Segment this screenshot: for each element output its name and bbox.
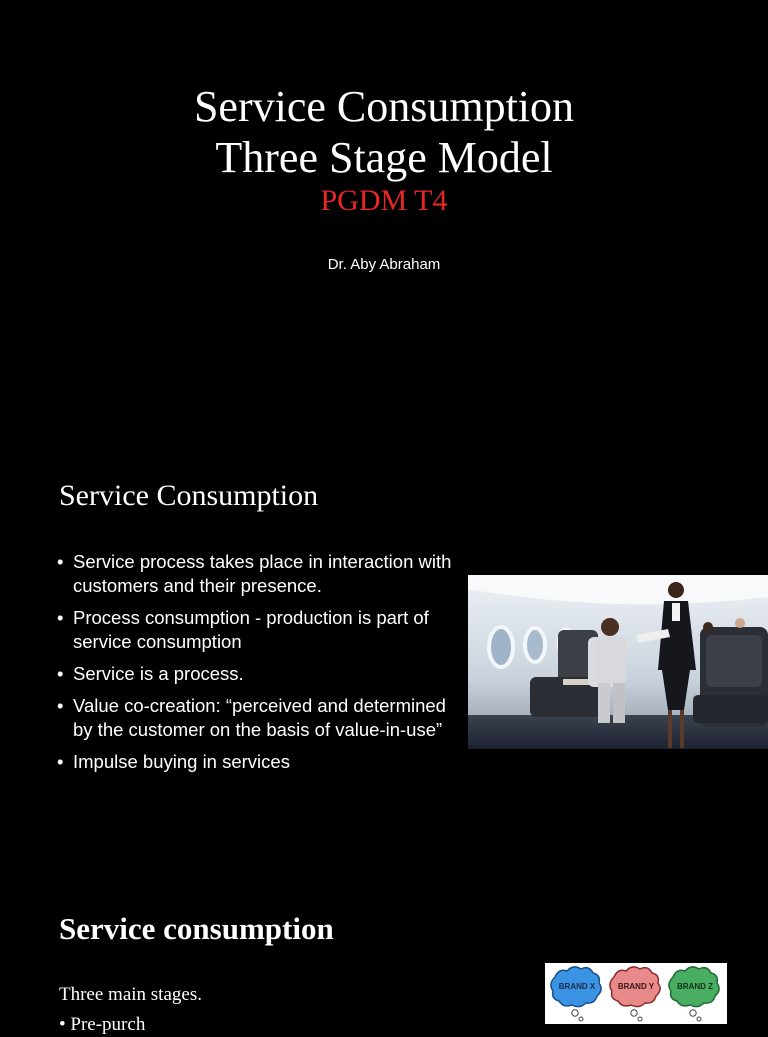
bullet-list (57, 550, 457, 782)
brand-bubbles-image (545, 963, 727, 1024)
slide-heading: Service Consumption (59, 479, 319, 512)
bullet-item: • Process consumption - production is part of service consumption (57, 606, 457, 654)
brand-z-label: BRAND Z (677, 982, 713, 991)
slide-text: Three main stages. (59, 984, 202, 1005)
slide-title-line-1: Service Consumption (193, 82, 575, 131)
brand-x-label: BRAND X (558, 982, 596, 991)
three-stages-slide (0, 880, 768, 1035)
slide-heading: Service consumption (59, 911, 334, 946)
service-consumption-slide (0, 440, 768, 880)
brand-y-label: BRAND Y (617, 982, 655, 991)
airplane-cabin-photo (468, 575, 768, 749)
course-code: PGDM T4 (320, 184, 448, 217)
bullet-item: • Impulse buying in services (57, 750, 457, 774)
slide-title-line-2: Three Stage Model (215, 133, 553, 182)
bullet-item: • Value co-creation: “perceived and determined by the customer on the basis of value-in-use” (57, 694, 457, 742)
partial-bullet: • Pre-purch (59, 1014, 146, 1035)
partial-bullet-text: Pre-purch (70, 1014, 146, 1035)
author-name: Dr. Aby Abraham (327, 256, 441, 273)
bullet-item: • Service is a process. (57, 662, 457, 686)
title-slide (0, 0, 768, 440)
bullet-item: • Service process takes place in interaction with customers and their presence. (57, 550, 457, 598)
